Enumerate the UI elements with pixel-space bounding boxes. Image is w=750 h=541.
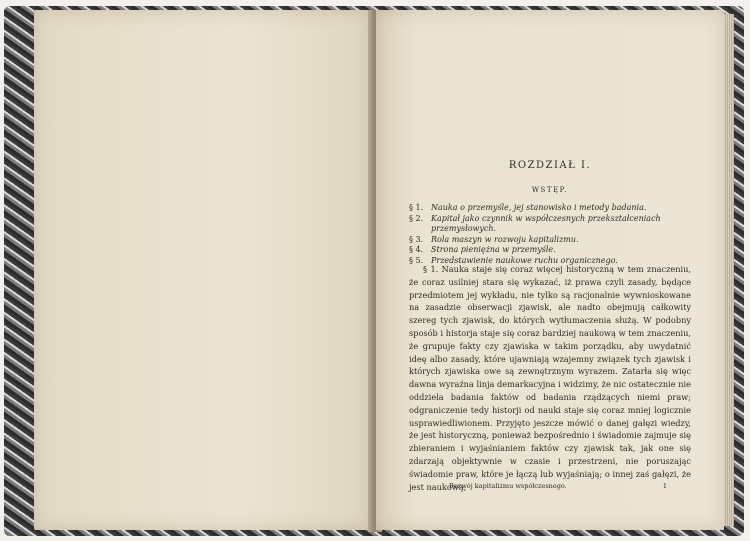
toc-item	[409, 235, 691, 246]
toc-number: § 2.	[409, 213, 424, 223]
toc-item	[409, 203, 691, 214]
intro-heading: WSTĘP.	[531, 186, 569, 194]
toc-text: Rola maszyn w rozwoju kapitalizmu.	[431, 234, 579, 244]
toc-text: Nauka o przemyśle, jej stanowisko i metody badania.	[431, 203, 647, 212]
toc-text: Przedstawienie naukowe ruchu organicznego.	[431, 255, 618, 265]
right-page	[376, 10, 724, 530]
toc-item	[409, 245, 691, 256]
page-edges	[724, 14, 734, 526]
left-page-blank	[34, 10, 372, 530]
page-number: 1	[662, 482, 667, 490]
toc-number: § 3.	[409, 234, 424, 244]
toc-number: § 4.	[409, 245, 424, 255]
toc-number: § 5.	[409, 255, 424, 265]
toc-text: Kapitał jako czynnik w współczesnych przekształceniach przemysłowych.	[431, 213, 661, 234]
body-paragraph: § 1. Nauka staje się coraz więcej historyczną w tem znaczeniu, że coraz usilniej stara się wykazać, iż prawa czyli zasady, będące przedmiotem jej wykładu, nie tylko są racjonalnie wywnioskowane na zasadzie obserwacji zjawisk, ale nadto obejmują całkowity szereg tych zjawisk, do których wytłumaczenia służą. W podobny sposób i historja staje się coraz bardziej naukową w tem znaczeniu, że grupuje fakty czy zjawiska w takim porządku, aby uwydatnić ideę albo zasady, które ujawniają wzajemny związek tych zjawisk i których zjawiska owe są zewnętrznym wyrazem. Zatarła się więc dawna wyraźna linja demarkacyjna i widzimy, że nic ostatecznie nie oddziela badania faktów od badania rządzących niemi praw; odgraniczenie tedy historji od nauki staje się coraz mniej logicznie usprawiedliwionem. Przyjęto jeszcze mówić o danej gałęzi wiedzy, że jest historyczną, ponieważ bezpośrednio i świadomie zajmuje się zbieraniem i wyjaśnianiem faktów czy zjawisk tak, jak one się zdarzają objektywnie w czasie i przestrzeni, nie poruszając świadomie praw, które je łączą lub wyjaśniają; o innej zaś gałęzi, że jest naukową,	[409, 264, 691, 492]
toc-item	[409, 214, 691, 235]
footer-title: Rozwój kapitalizmu współczesnego.	[449, 482, 567, 490]
chapter-heading: ROZDZIAŁ I.	[508, 160, 592, 171]
toc-number: § 1.	[409, 203, 424, 212]
toc-text: Strona pieniężna w przemyśle.	[431, 245, 556, 255]
chapter-contents	[409, 203, 691, 267]
